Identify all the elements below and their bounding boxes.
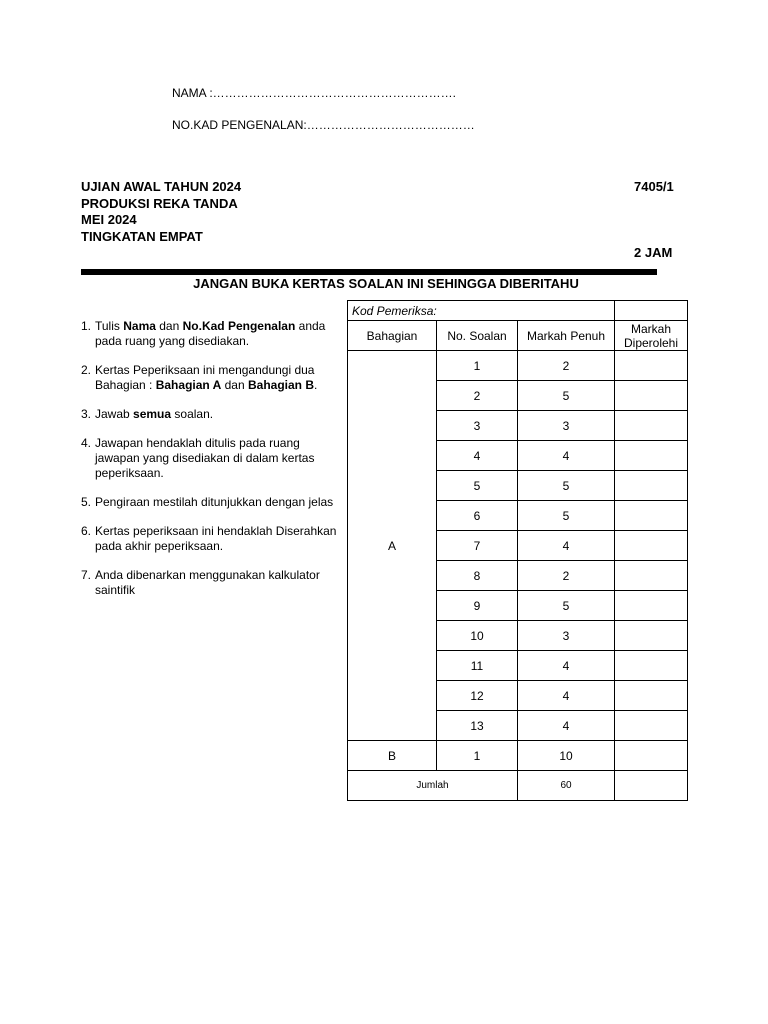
section-a-label: A (348, 351, 437, 741)
marks-table (347, 300, 688, 801)
instruction-number: 2. (81, 363, 92, 377)
full-marks: 5 (518, 591, 615, 621)
marks-obtained-cell[interactable] (615, 351, 688, 381)
full-marks: 2 (518, 351, 615, 381)
instruction-item: 3. Jawab semua soalan. (81, 407, 214, 421)
header-markah-diperolehi: Markah Diperolehi (615, 321, 688, 351)
marks-obtained-cell[interactable] (615, 501, 688, 531)
marks-obtained-cell[interactable] (615, 441, 688, 471)
examiner-code-label: Kod Pemeriksa: (348, 301, 615, 321)
examiner-code-cell[interactable] (615, 301, 688, 321)
warning-text: JANGAN BUKA KERTAS SOALAN INI SEHINGGA DIBERITAHU (193, 276, 579, 291)
exam-duration: 2 JAM (634, 245, 673, 260)
full-marks: 4 (518, 681, 615, 711)
subject-title: PRODUKSI REKA TANDA (81, 195, 238, 211)
total-label: Jumlah (348, 771, 518, 801)
question-number: 10 (437, 621, 518, 651)
question-number: 8 (437, 561, 518, 591)
instruction-number: 6. (81, 524, 92, 538)
instruction-item: 1. Tulis Nama dan No.Kad Pengenalan anda pada ruang yang disediakan. (81, 319, 326, 348)
marks-obtained-cell[interactable] (615, 381, 688, 411)
form-level: TINGKATAN EMPAT (81, 228, 203, 244)
full-marks: 5 (518, 471, 615, 501)
header-markah-penuh: Markah Penuh (518, 321, 615, 351)
exam-header (81, 179, 241, 245)
full-marks: 2 (518, 561, 615, 591)
table-row (348, 351, 688, 381)
marks-obtained-cell[interactable] (615, 621, 688, 651)
section-b-label: B (348, 741, 437, 771)
full-marks: 5 (518, 381, 615, 411)
header-rule (81, 269, 657, 275)
marks-obtained-cell[interactable] (615, 651, 688, 681)
marks-obtained-cell[interactable] (615, 411, 688, 441)
question-number: 1 (437, 741, 518, 771)
instruction-item: 7. Anda dibenarkan menggunakan kalkulator saintifik (81, 568, 320, 597)
question-number: 1 (437, 351, 518, 381)
marks-obtained-cell[interactable] (615, 711, 688, 741)
full-marks: 4 (518, 441, 615, 471)
question-number: 2 (437, 381, 518, 411)
question-number: 6 (437, 501, 518, 531)
full-marks: 5 (518, 501, 615, 531)
marks-obtained-cell[interactable] (615, 591, 688, 621)
instruction-number: 1. (81, 319, 92, 333)
instruction-number: 3. (81, 407, 92, 421)
exam-title: UJIAN AWAL TAHUN 2024 (81, 179, 242, 194)
instruction-number: 7. (81, 568, 92, 582)
question-number: 3 (437, 411, 518, 441)
question-number: 5 (437, 471, 518, 501)
question-number: 7 (437, 531, 518, 561)
question-number: 11 (437, 651, 518, 681)
question-number: 12 (437, 681, 518, 711)
paper-code: 7405/1 (634, 179, 674, 194)
full-marks: 3 (518, 621, 615, 651)
question-number: 4 (437, 441, 518, 471)
header-bahagian: Bahagian (348, 321, 437, 351)
full-marks: 4 (518, 651, 615, 681)
instruction-item: 6. Kertas peperiksaan ini hendaklah Diserahkan pada akhir peperiksaan. (81, 524, 337, 553)
marks-obtained-cell[interactable] (615, 531, 688, 561)
marks-obtained-cell[interactable] (615, 471, 688, 501)
full-marks: 4 (518, 531, 615, 561)
instruction-item: 4. Jawapan hendaklah ditulis pada ruang jawapan yang disediakan di dalam kertas peperiksaan. (81, 436, 315, 480)
name-field: NAMA :……………………………………………………. (172, 86, 457, 100)
full-marks: 3 (518, 411, 615, 441)
ic-number-field: NO.KAD PENGENALAN:…………………………………… (172, 118, 475, 132)
instruction-item: 5. Pengiraan mestilah ditunjukkan dengan jelas (81, 495, 334, 509)
header-no-soalan: No. Soalan (437, 321, 518, 351)
full-marks: 4 (518, 711, 615, 741)
total-full-marks: 60 (518, 771, 615, 801)
marks-obtained-cell[interactable] (615, 681, 688, 711)
exam-month: MEI 2024 (81, 212, 137, 227)
instruction-number: 5. (81, 495, 92, 509)
instruction-number: 4. (81, 436, 92, 450)
table-row (348, 741, 688, 771)
total-obtained-cell[interactable] (615, 771, 688, 801)
question-number: 9 (437, 591, 518, 621)
marks-obtained-cell[interactable] (615, 561, 688, 591)
total-row (348, 771, 688, 801)
instructions-list (81, 319, 343, 612)
instruction-item: 2. Kertas Peperiksaan ini mengandungi dua Bahagian : Bahagian A dan Bahagian B. (81, 363, 318, 392)
full-marks: 10 (518, 741, 615, 771)
question-number: 13 (437, 711, 518, 741)
marks-obtained-cell[interactable] (615, 741, 688, 771)
